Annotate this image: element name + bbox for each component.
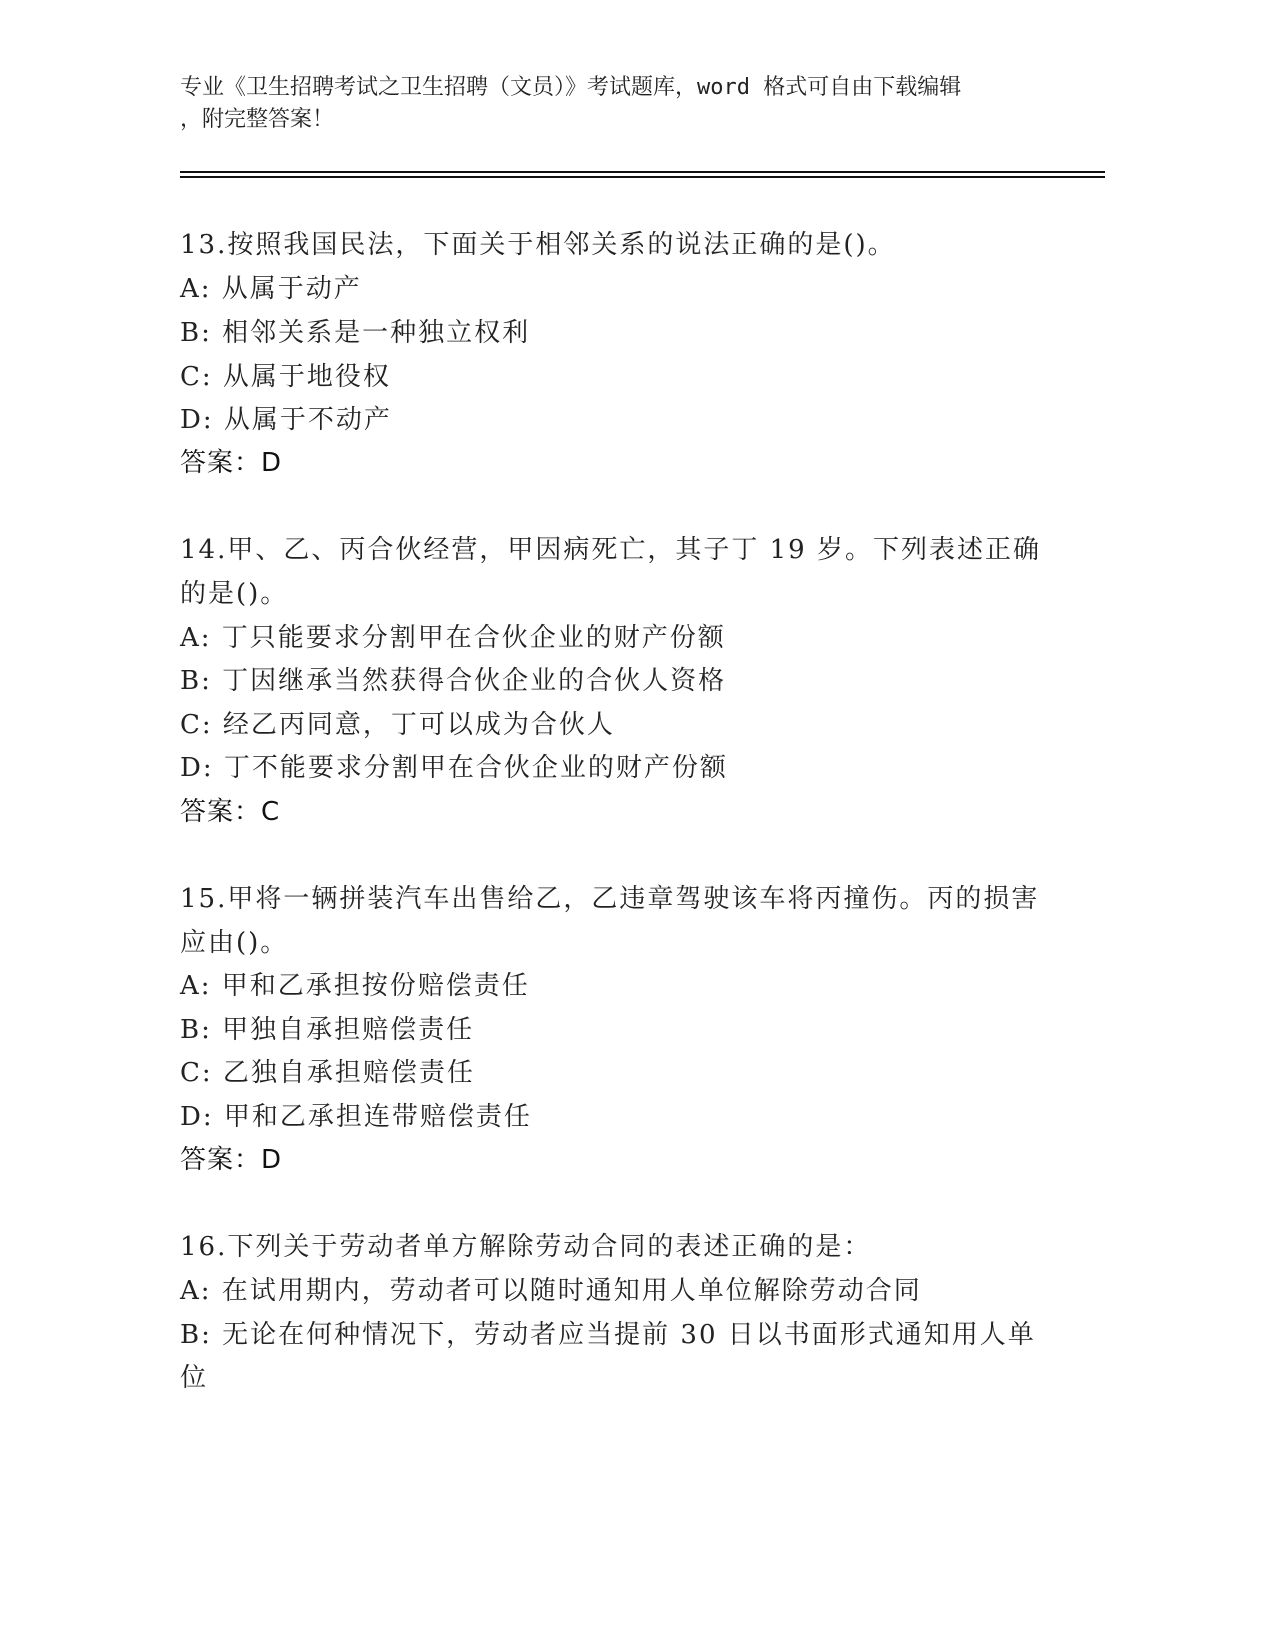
question-15-stem-line-1: 15.甲将一辆拼装汽车出售给乙，乙违章驾驶该车将丙撞伤。丙的损害 <box>180 884 1040 914</box>
question-16-option-b-line-2: 位 <box>180 1363 209 1393</box>
question-15-option-b: B: 甲独自承担赔偿责任 <box>180 1015 475 1045</box>
header-line-2: ，附完整答案！ <box>180 107 335 132</box>
question-14-stem-line-1: 14.甲、乙、丙合伙经营，甲因病死亡，其子丁 19 岁。下列表述正确 <box>180 535 1041 565</box>
header-rule-bottom <box>180 176 1105 178</box>
question-13-answer: 答案：D <box>180 448 283 478</box>
question-16-stem: 16.下列关于劳动者单方解除劳动合同的表述正确的是： <box>180 1232 872 1262</box>
question-14-option-a: A: 丁只能要求分割甲在合伙企业的财产份额 <box>180 623 726 653</box>
question-16-option-b-line-1: B: 无论在何种情况下，劳动者应当提前 30 日以书面形式通知用人单 <box>180 1320 1036 1350</box>
question-13-stem: 13.按照我国民法，下面关于相邻关系的说法正确的是()。 <box>180 230 896 260</box>
question-15-option-a: A: 甲和乙承担按份赔偿责任 <box>180 971 530 1001</box>
question-14-option-d: D: 丁不能要求分割甲在合伙企业的财产份额 <box>180 753 728 783</box>
question-14-answer: 答案：C <box>180 797 281 827</box>
question-13-option-a: A: 从属于动产 <box>180 274 362 304</box>
question-15-option-d: D: 甲和乙承担连带赔偿责任 <box>180 1102 532 1132</box>
question-15-option-c: C: 乙独自承担赔偿责任 <box>180 1058 475 1088</box>
question-14-option-b: B: 丁因继承当然获得合伙企业的合伙人资格 <box>180 666 727 696</box>
question-13-option-b: B: 相邻关系是一种独立权利 <box>180 318 531 348</box>
question-15-answer: 答案：D <box>180 1145 283 1175</box>
question-16-option-a: A: 在试用期内，劳动者可以随时通知用人单位解除劳动合同 <box>180 1276 922 1306</box>
question-14-option-c: C: 经乙丙同意，丁可以成为合伙人 <box>180 710 615 740</box>
question-13-option-d: D: 从属于不动产 <box>180 405 392 435</box>
header-rule-top <box>180 171 1105 173</box>
question-15-stem-line-2: 应由()。 <box>180 928 289 958</box>
header-line-1: 专业《卫生招聘考试之卫生招聘（文员）》考试题库，word 格式可自由下载编辑 <box>180 75 962 100</box>
question-14-stem-line-2: 的是()。 <box>180 579 289 609</box>
question-13-option-c: C: 从属于地役权 <box>180 362 391 392</box>
